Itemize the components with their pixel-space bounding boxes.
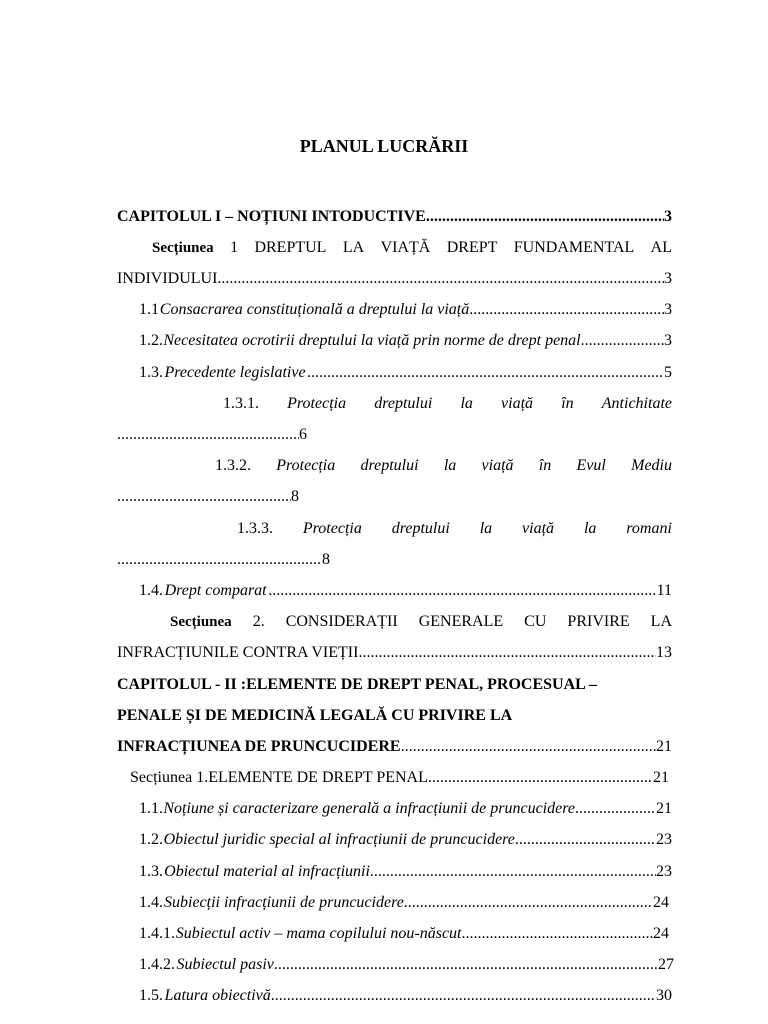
- toc-page-number: 13: [656, 644, 672, 661]
- toc-page-number: 3: [664, 208, 672, 225]
- toc-page-number: 3: [664, 270, 672, 287]
- toc-label: INFRACȚIUNILE CONTRA VIEȚII: [117, 644, 359, 661]
- toc-entry-cap2-line1: [117, 673, 672, 697]
- toc-leader: [271, 984, 656, 1008]
- toc-entry-ii-1-4-2: [139, 953, 674, 977]
- toc-word: Protecția: [276, 457, 336, 474]
- toc-entry-1-3-3-line2: [117, 548, 330, 572]
- toc-leader: [117, 548, 322, 572]
- toc-page-number: 23: [656, 863, 672, 880]
- toc-page-number: 6: [299, 426, 307, 443]
- toc-label: Subiectul activ – mama copilului nou-născut: [175, 925, 462, 942]
- toc-word: DREPTUL: [254, 239, 327, 256]
- toc-entry-ii-1-5: [139, 984, 672, 1008]
- toc-number: 1.2.: [139, 831, 163, 848]
- toc-word: Protecția: [302, 520, 362, 537]
- toc-page-number: 21: [656, 800, 672, 817]
- toc-word: GENERALE: [418, 613, 504, 630]
- toc-word: Mediu: [631, 457, 672, 474]
- toc-entry-1-3: [139, 361, 672, 385]
- toc-word: viață: [522, 520, 555, 537]
- toc-page-number: 11: [656, 582, 672, 599]
- toc-number: 1.3.: [139, 364, 163, 381]
- toc-word: în: [538, 457, 552, 474]
- toc-entry-1-3-3-line1: [237, 517, 672, 541]
- toc-word: 2.: [252, 613, 265, 630]
- toc-word: AL: [650, 239, 672, 256]
- toc-leader: [469, 298, 664, 322]
- toc-page-number: 30: [656, 987, 672, 1004]
- toc-word: DREPT: [446, 239, 498, 256]
- toc-word: la: [460, 395, 473, 412]
- toc-word: în: [561, 395, 574, 412]
- toc-entry-ii-1-4-1: [139, 922, 669, 946]
- toc-entry-1-2: [139, 329, 672, 353]
- toc-word: la: [583, 520, 597, 537]
- toc-word: viață: [501, 395, 534, 412]
- page-title: PLANUL LUCRĂRII: [299, 136, 469, 156]
- toc-word: la: [479, 520, 493, 537]
- toc-number: 1.2.: [139, 332, 163, 349]
- toc-page-number: 27: [658, 956, 674, 973]
- toc-leader: [462, 922, 654, 946]
- toc-word: Secțiunea: [170, 614, 232, 630]
- toc-entry-sec1-line2: [117, 267, 672, 291]
- toc-word: LA: [650, 613, 672, 630]
- toc-page-number: 3: [664, 301, 672, 318]
- toc-leader: [581, 329, 664, 353]
- toc-label: CAPITOLUL I – NOȚIUNI INTODUCTIVE: [117, 208, 426, 225]
- toc-entry-sec1-line1: [152, 236, 672, 260]
- toc-word: FUNDAMENTAL: [513, 239, 635, 256]
- toc-number: 1.1: [139, 301, 159, 318]
- toc-leader: [370, 860, 656, 884]
- toc-number: 1.3.2.: [215, 457, 251, 474]
- toc-word: Antichitate: [601, 395, 672, 412]
- toc-leader: [117, 423, 299, 447]
- toc-word: dreptului: [360, 457, 419, 474]
- toc-label: Obiectul juridic special al infracțiunii de pruncucidere: [163, 831, 515, 848]
- toc-entry-sec2-line2: [117, 641, 672, 665]
- toc-leader: [404, 891, 653, 915]
- toc-number: 1.4.: [139, 894, 163, 911]
- toc-entry-sec2-line1: [170, 610, 672, 634]
- toc-page-number: 24: [653, 894, 669, 911]
- toc-entry-1-1: [139, 298, 672, 322]
- toc-entry-1-3-1-line1: [223, 392, 672, 416]
- toc-entry-1-3-1-line2: [117, 423, 307, 447]
- toc-entry-ii-1-4: [139, 891, 669, 915]
- toc-number: 1.1.: [139, 800, 163, 817]
- toc-leader: [428, 766, 653, 790]
- toc-word: romani: [626, 520, 672, 537]
- toc-word: CONSIDERAȚII: [285, 613, 398, 630]
- toc-label: Latura obiectivă: [164, 987, 271, 1004]
- toc-leader: [426, 205, 664, 229]
- toc-leader: [268, 579, 656, 603]
- toc-number: 1.3.: [139, 863, 163, 880]
- toc-word: dreptului: [391, 520, 450, 537]
- toc-number: 1.4.2.: [139, 956, 175, 973]
- toc-page-number: 5: [664, 364, 672, 381]
- toc-leader: [358, 641, 656, 665]
- toc-word: CU: [524, 613, 547, 630]
- toc-entry-ii-1-1: [139, 797, 672, 821]
- toc-label: Subiecții infracțiunii de pruncucidere: [164, 894, 404, 911]
- toc-leader: [307, 361, 664, 385]
- toc-number: 1.5.: [139, 987, 163, 1004]
- toc-page-number: 24: [653, 925, 669, 942]
- toc-word: PRIVIRE: [567, 613, 630, 630]
- toc-number: 1.3.1.: [223, 395, 259, 412]
- toc-word: 1: [230, 239, 239, 256]
- toc-page-number: 21: [653, 769, 669, 786]
- toc-page-number: 8: [322, 551, 330, 568]
- toc-entry-ii-1-2: [139, 828, 672, 852]
- toc-page-number: 8: [291, 488, 299, 505]
- toc-word: Secțiunea: [152, 240, 214, 256]
- toc-label: Secțiunea 1.ELEMENTE DE DREPT PENAL: [130, 769, 428, 786]
- toc-word: la: [443, 457, 457, 474]
- toc-label: Precedente legislative: [164, 364, 306, 381]
- toc-word: viață: [481, 457, 514, 474]
- toc-label: PENALE ȘI DE MEDICINĂ LEGALĂ CU PRIVIRE LA: [117, 707, 513, 724]
- toc-number: 1.4.: [139, 582, 163, 599]
- toc-leader: [117, 485, 291, 509]
- toc-entry-1-4: [139, 579, 672, 603]
- toc-word: VIAȚĂ: [380, 239, 431, 256]
- toc-number: 1.3.3.: [237, 520, 273, 537]
- toc-entry-cap2-line3: [117, 735, 672, 759]
- toc-label: Obiectul material al infracțiunii: [164, 863, 370, 880]
- toc-leader: [217, 267, 664, 291]
- toc-entry-ii-1-3: [139, 860, 672, 884]
- toc-word: Evul: [576, 457, 606, 474]
- toc-entry-1-3-2-line2: [117, 485, 299, 509]
- toc-label: Drept comparat: [164, 582, 267, 599]
- toc-entry-1-3-2-line1: [215, 454, 672, 478]
- toc-word: LA: [342, 239, 365, 256]
- toc-label: INDIVIDULUI: [117, 270, 218, 287]
- toc-entry-cap1: [117, 205, 672, 229]
- toc-page-number: 23: [656, 831, 672, 848]
- toc-word: Protecția: [287, 395, 347, 412]
- toc-entry-sec2-1: [130, 766, 669, 790]
- toc-leader: [575, 797, 656, 821]
- toc-page-number: 21: [656, 738, 672, 755]
- toc-label: CAPITOLUL - II :ELEMENTE DE DREPT PENAL, PROCESUAL –: [117, 676, 597, 693]
- toc-label: Noțiune și caracterizare generală a infracțiunii de pruncucidere: [163, 800, 575, 817]
- toc-label: Subiectul pasiv: [176, 956, 274, 973]
- toc-label: Consacrarea constituțională a dreptului la viață: [159, 301, 470, 318]
- toc-leader: [274, 953, 658, 977]
- toc-leader: [401, 735, 656, 759]
- toc-leader: [515, 828, 656, 852]
- toc-number: 1.4.1.: [139, 925, 175, 942]
- toc-word: dreptului: [374, 395, 433, 412]
- toc-page-number: 3: [664, 332, 672, 349]
- toc-label: INFRACȚIUNEA DE PRUNCUCIDERE: [117, 738, 401, 755]
- toc-entry-cap2-line2: [117, 704, 672, 728]
- toc-label: Necesitatea ocrotirii dreptului la viață prin norme de drept penal: [163, 332, 581, 349]
